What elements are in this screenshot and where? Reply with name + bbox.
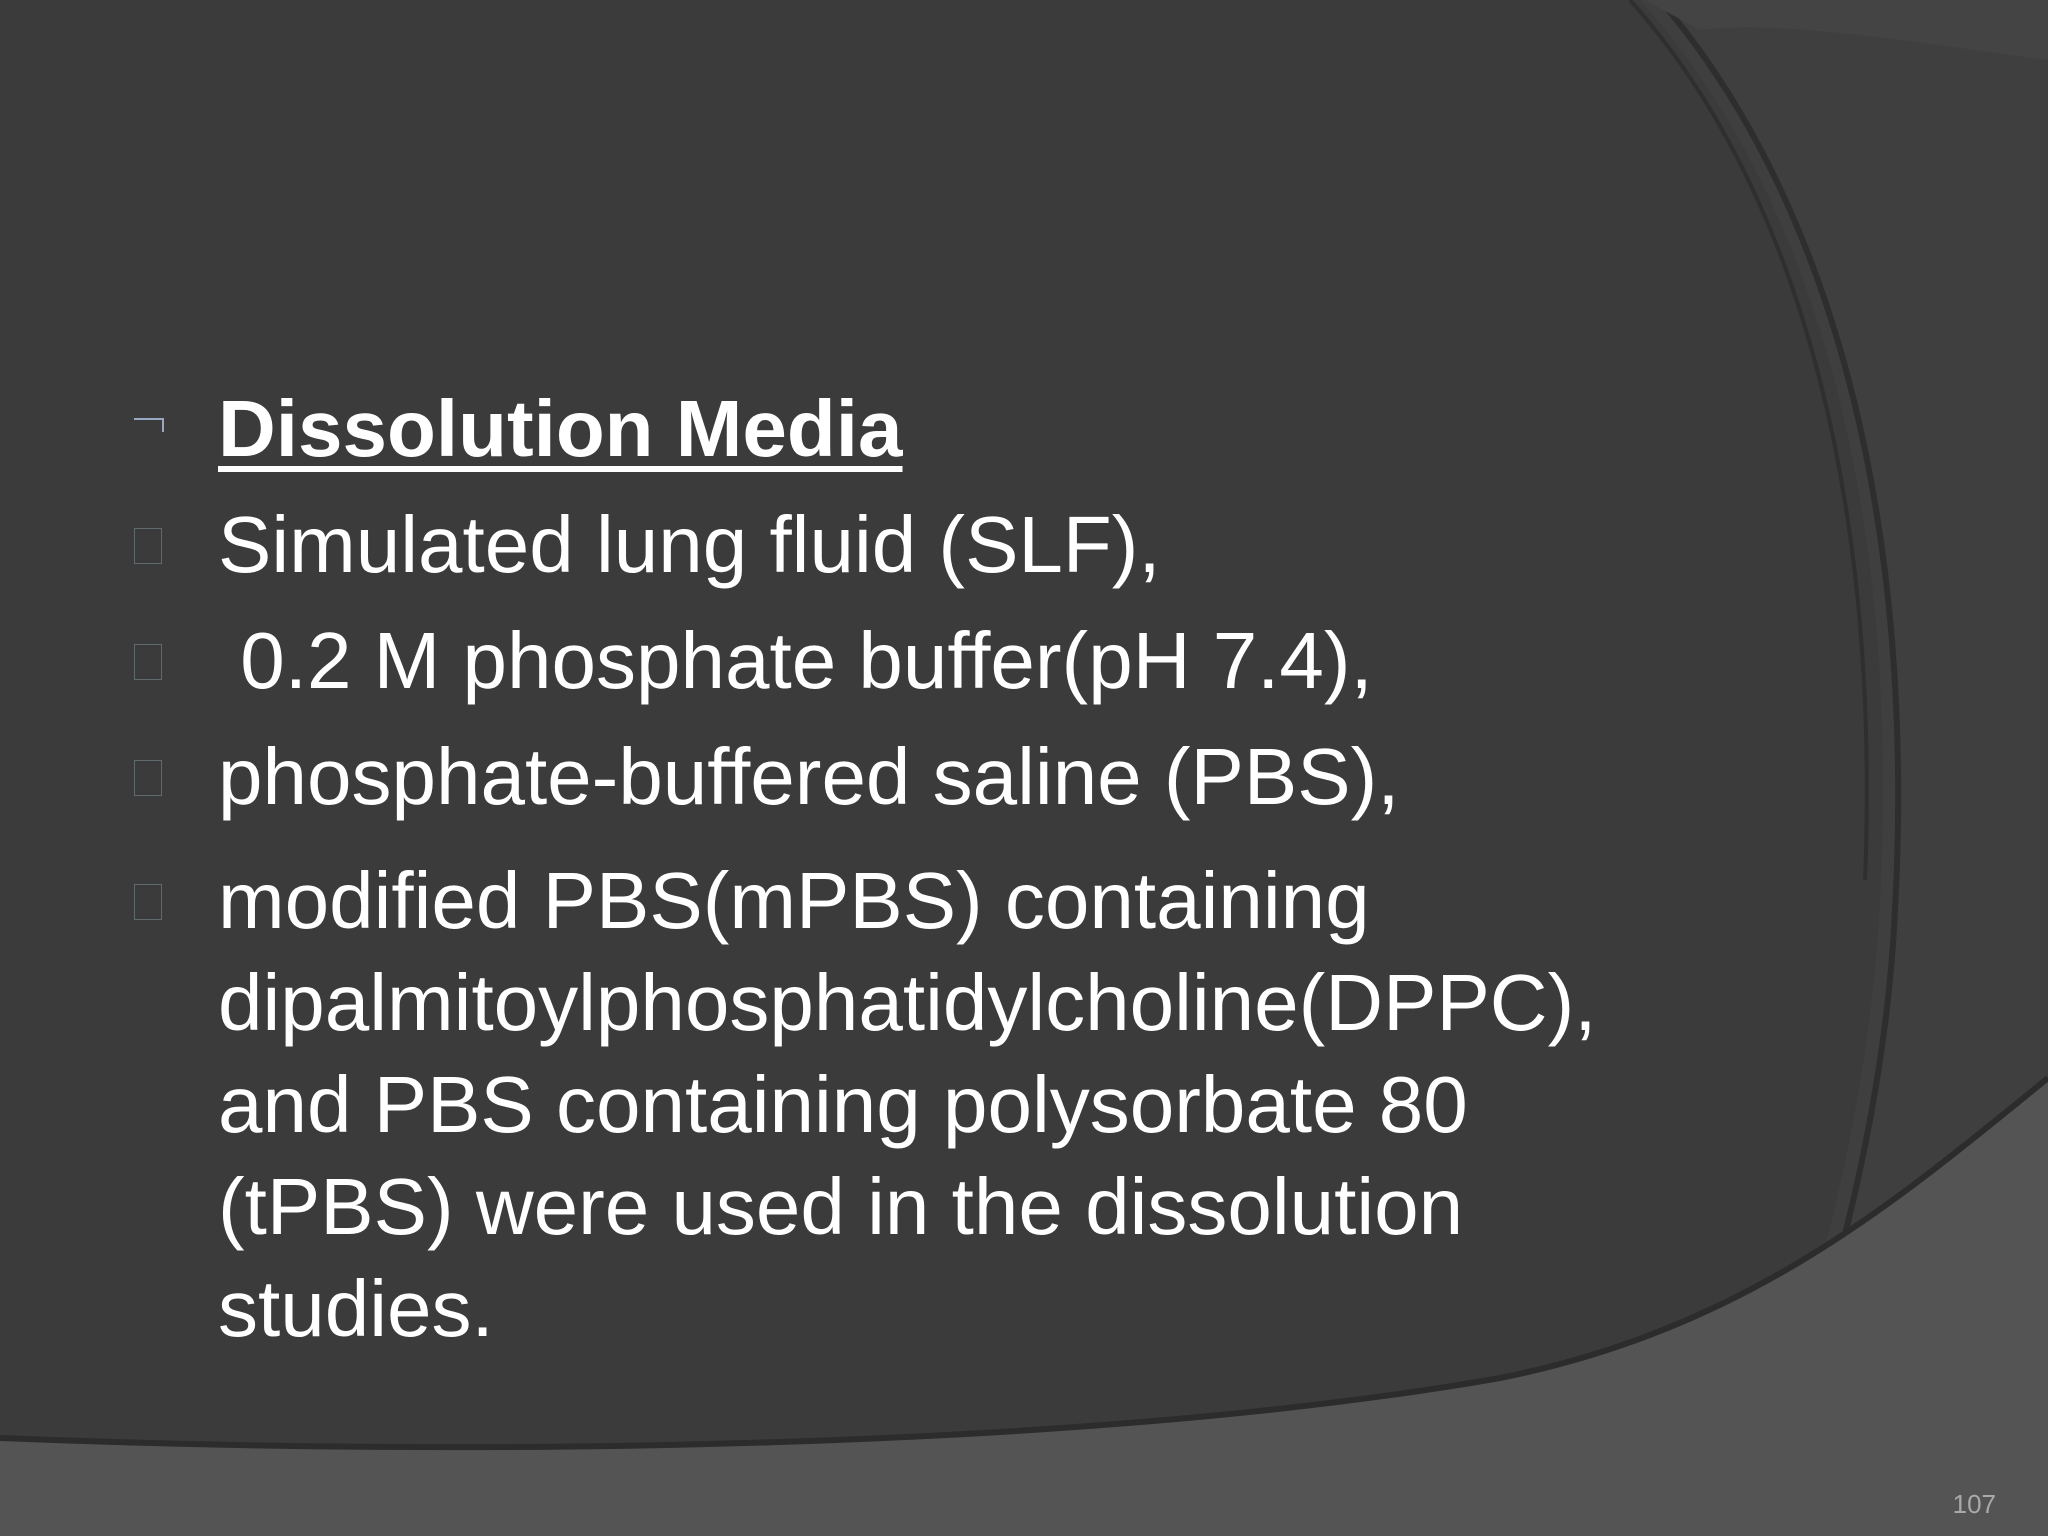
list-item xyxy=(130,610,1710,712)
list-item-text: Simulated lung fluid (SLF), xyxy=(218,500,1161,589)
corner-bullet-icon xyxy=(134,418,164,432)
square-bullet-icon xyxy=(134,528,162,564)
slide-heading: Dissolution Media xyxy=(218,384,903,473)
list-item xyxy=(130,494,1710,596)
heading-item xyxy=(130,378,1710,480)
square-bullet-icon xyxy=(134,760,162,796)
square-bullet-icon xyxy=(134,884,162,920)
page-number: 107 xyxy=(1952,1489,1996,1519)
list-item-text: 0.2 M phosphate buffer(pH 7.4), xyxy=(218,616,1373,705)
bullet-list xyxy=(130,378,1710,1360)
list-item xyxy=(130,850,1710,1360)
list-item xyxy=(130,726,1710,828)
square-bullet-icon xyxy=(134,644,162,680)
list-item-text: phosphate-buffered saline (PBS), xyxy=(218,732,1400,821)
list-item-text: modified PBS(mPBS) containing dipalmitoylphosphatidylcholine(DPPC), and PBS containing polysorbate 80 (tPBS) were used in the dissolution studies. xyxy=(218,856,1597,1353)
